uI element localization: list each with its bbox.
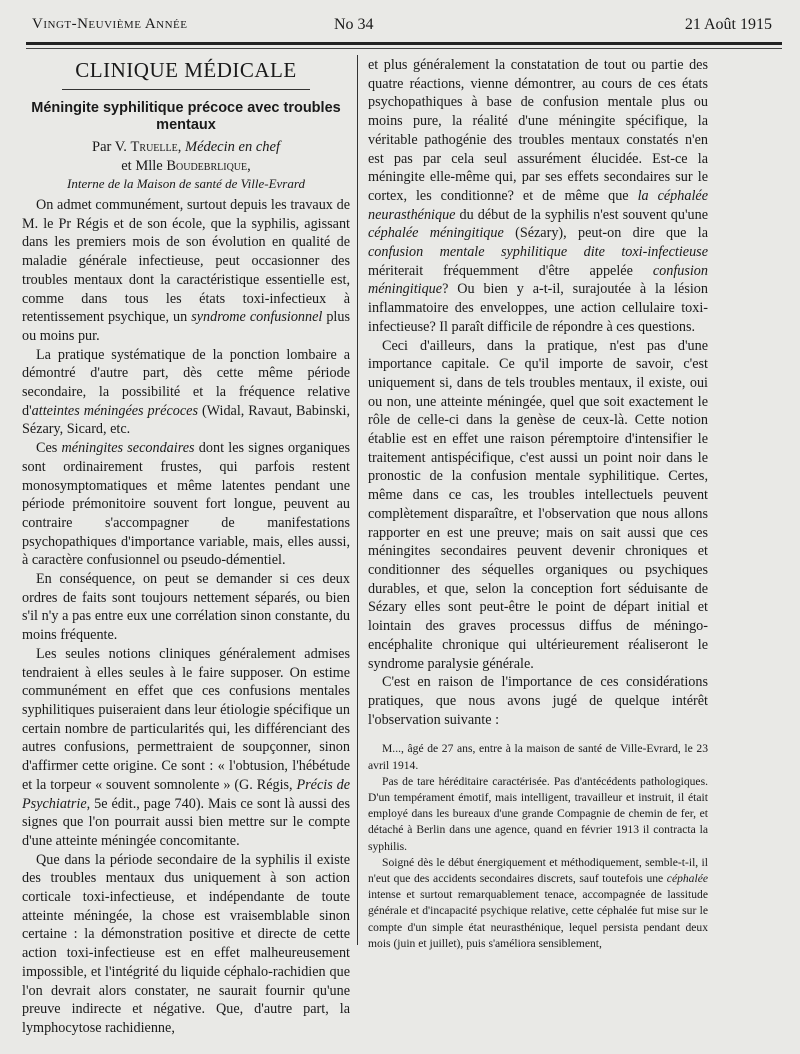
right-column <box>368 56 708 952</box>
paragraph: En conséquence, on peut se demander si ces deux ordres de faits sont toujours nettement séparés, ou bien s'il n'y a pas entre eux une corrélation sinon constante, du moins fréquente. <box>22 571 350 644</box>
column-divider <box>357 55 358 945</box>
spacer <box>368 729 708 741</box>
author-1-role: Médecin en chef <box>184 139 280 155</box>
paragraph: Les seules notions cliniques généralement admises tendraient à elles seules à le faire supposer. On estime communément en effet que ces confusions mentales syphilitiques puiseraient dans leur étiologie spécifique un certain nombre de particularités qui, les différenciant des autres confusions, permettraient de soupçonner, sinon d'affirmer cette origine. Ce sont : « l'obtusion, l'hébétude et la torpeur « souvent somnolente » (G. Régis, Précis de Psychiatrie, 5e édit., page 740). Mais ce sont là aussi des signes que l'on pourrait aussi bien mettre sur le compte d'une atteinte méningée concomitante. <box>22 645 350 849</box>
header-year: Vingt-Neuvième Année <box>32 16 188 32</box>
paragraph: Ceci d'ailleurs, dans la pratique, n'est pas d'une importance capitale. Ce qu'il importe de savoir, c'est uniquement si, dans de tels troubles mentaux, il existe, oui ou non, une atteinte méningée, quel que soit exactement le rôle de celle-ci dans la genèse de ceux-là. Cette notion établie est en effet une raison péremptoire d'intensifier le traitement antispécifique, c'est aussi un point noir dans le pronostic de la confusion mentale syphilitique. Certes, même dans ce cas, les troubles intellectuels peuvent complètement disparaître, et l'observation que nous allons rapporter en est une preuve; mais on sait aussi que ces méningites secondaires peuvent devenir chroniques et conditionner des séquelles organiques ou psychiques durables, et que, selon la conception fort séduisante de Sézary elles sont peut-être le point de départ initial et lointain des graves processus diffus de méningo-encéphalite chronique qui ultérieurement réaliseront le syndrome paralysie générale. <box>368 337 708 672</box>
article-title: Méningite syphilitique précoce avec troubles mentaux <box>31 100 341 133</box>
byline-author-2: et Mlle Boudebrlique, <box>121 158 251 174</box>
section-title: CLINIQUE MÉDICALE <box>75 58 297 82</box>
header-date: 21 Août 1915 <box>684 16 772 33</box>
left-column <box>22 56 350 1038</box>
header-rule-thin <box>26 48 782 49</box>
paragraph: C'est en raison de l'importance de ces considérations pratiques, que nous avons jugé de quelque intérêt l'observation suivante : <box>368 674 708 728</box>
author-affiliation: Interne de la Maison de santé de Ville-Evrard <box>67 176 305 191</box>
paragraph: Que dans la période secondaire de la syphilis il existe des troubles mentaux dus uniquement à son action corticale toxi-infectieuse, et indépendante de toute atteinte méningée, la chose est vraisemblable sinon certaine : la démonstration positive et directe de cette action toxi-infectieuse est en effet malheureusement impossible, et l'intégrité du liquide céphalo-rachidien que l'on devrait alors constater, ne saurait fournir qu'une preuve indirecte et négative. Que, d'autre part, la lymphocytose rachidienne, <box>22 851 350 1036</box>
running-header <box>0 0 800 40</box>
header-issue-number: No 34 <box>334 16 374 33</box>
paragraph: et plus généralement la constatation de tout ou partie des quatre réactions, vienne démontrer, au cours de ces états psychopathiques à base de confusion mentale plus ou moins pure, la réalité d'une méningite spécifique, la véritable pathogénie des troubles mentaux constatés n'en est pas par cela seul assurément élucidée. Est-ce la méningite elle-même qui, par ses effets secondaires sur le cortex, les conditionne? et de même que la céphalée neurasthénique du début de la syphilis n'est souvent qu'une céphalée méningitique (Sézary), peut-on dire que la confusion mentale syphilitique dite toxi-infectieuse mériterait fréquemment d'être appelée confusion méningitique? Ou bien y a-t-il, surajoutée à la lésion inflammatoire des enveloppes, une action cellulaire toxi-infectieuse? Il paraît difficile de répondre à ces questions. <box>368 57 708 335</box>
observation-paragraph: Pas de tare héréditaire caractérisée. Pas d'antécédents pathologiques. D'un tempérament émotif, mais intelligent, travailleur et instruit, il était employé dans les bureaux d'une grande Compagnie de chemin de fer, et détaché à Berlin dans une agence, quand en février 1913 il contracta la syphilis. <box>368 774 708 853</box>
author-2-name: Boudebrlique, <box>166 158 251 174</box>
paragraph: Ces méningites secondaires dont les signes organiques sont ordinairement frustes, qui parfois restent monosymptomatiques et même latentes pendant une période prémonitoire souvent fort longue, peuvent au contraire s'accompagner de manifestations psychopathiques d'importance variable, mais, elles aussi, à caractère confusionnel ou pseudo-démentiel. <box>22 440 350 569</box>
paragraph: On admet communément, surtout depuis les travaux de M. le Pr Régis et de son école, que la syphilis, agissant dans les premiers mois de son évolution en qualité de maladie générale infectieuse, peut occasionner des troubles mentaux dont la caractéristique essentielle est, comme dans tous les états toxi-infectieux à retentissement psychique, un syndrome confusionnel plus ou moins pur. <box>22 197 350 344</box>
author-1-name: Truelle, <box>130 139 182 155</box>
paragraph: La pratique systématique de la ponction lombaire a démontré d'autre part, dès cette même période secondaire, la possibilité et la fréquence relative d'atteintes méningées précoces (Widal, Ravaut, Babinski, Sézary, Sicard, etc. <box>22 346 350 438</box>
observation-paragraph: M..., âgé de 27 ans, entre à la maison de santé de Ville-Evrard, le 23 avril 1914. <box>368 742 708 772</box>
byline-author-1: Par V. Truelle, Médecin en chef <box>92 139 280 155</box>
header-rule-thick <box>26 42 782 45</box>
section-title-rule <box>62 89 310 90</box>
observation-paragraph: Soigné dès le début énergiquement et méthodiquement, semble-t-il, il n'eut que des accidents secondaires discrets, sauf toutefois une céphalée intense et surtout remarquablement tenace, accompagnée de lassitude générale et d'incapacité psychique relative, cette céphalée fut mise sur le compte d'un simple état neurasthénique, lequel persista pendant deux mois (juin et juillet), puis s'améliora sensiblement, <box>368 855 708 950</box>
